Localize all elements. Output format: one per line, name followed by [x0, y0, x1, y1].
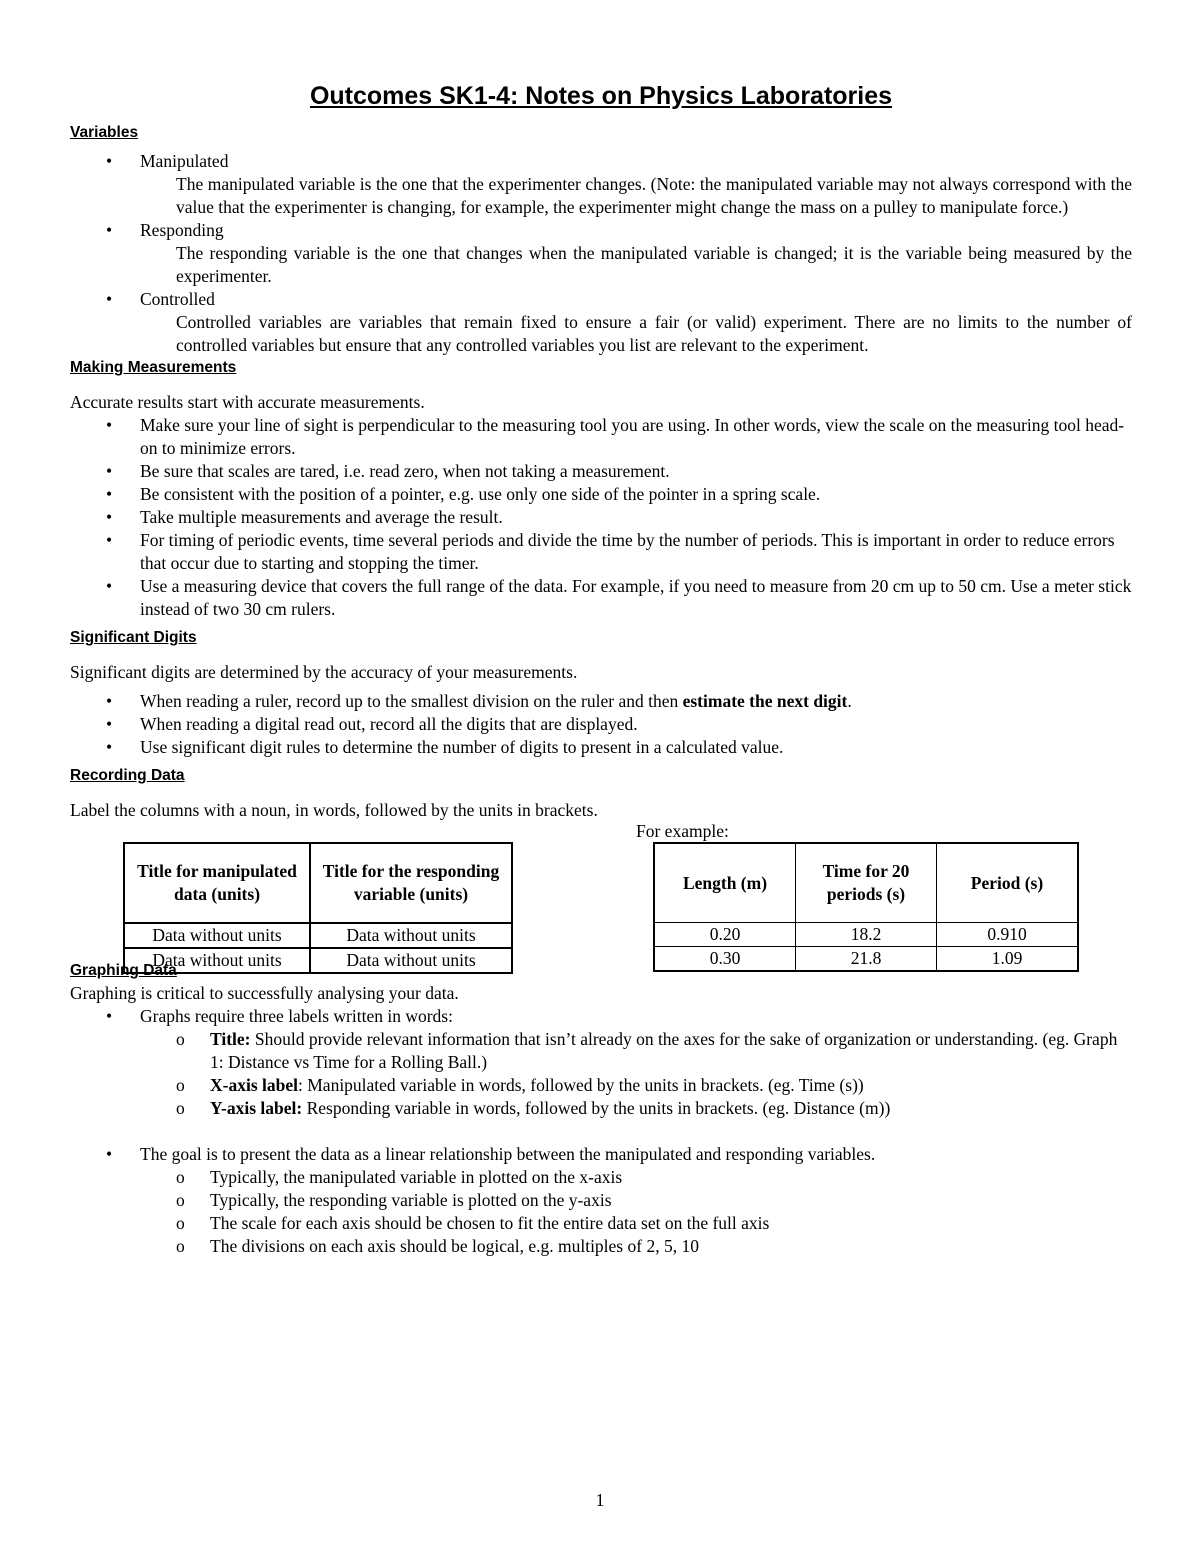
- table-cell: 18.2: [796, 923, 937, 947]
- variable-desc: The responding variable is the one that changes when the manipulated variable is changed; it is the variable being measured by the experimenter.: [176, 243, 1132, 286]
- table-header: Period (s): [937, 843, 1079, 923]
- graphing-heading: Graphing Data: [70, 962, 177, 979]
- variable-term: • Responding: [140, 220, 224, 240]
- table-row: [654, 947, 1078, 972]
- variables-list: [70, 150, 1132, 357]
- sigdigits-heading: Significant Digits: [70, 629, 197, 646]
- graphing-intro: Graphing is critical to successfully analysing your data.: [70, 983, 459, 1003]
- sigdigits-intro: Significant digits are determined by the accuracy of your measurements.: [70, 662, 578, 682]
- table-row: [124, 923, 512, 948]
- list-item: [70, 1005, 1132, 1120]
- table-cell: Data without units: [310, 948, 512, 973]
- for-example-label: For example:: [636, 821, 729, 841]
- list-item: [70, 1028, 1132, 1074]
- table-header: Time for 20 periods (s): [796, 843, 937, 923]
- table-cell: 0.20: [654, 923, 796, 947]
- list-item: [70, 1143, 1132, 1258]
- list-item: • Take multiple measurements and average the result.: [70, 506, 1132, 529]
- label-desc: : Manipulated variable in words, followed by the units in brackets. (eg. Time (s)): [298, 1075, 864, 1095]
- list-item: o Typically, the manipulated variable in plotted on the x-axis: [70, 1166, 1132, 1189]
- template-table: [123, 842, 513, 974]
- list-item: • Use a measuring device that covers the full range of the data. For example, if you need to measure from 20 cm up to 50 cm. Use a meter stick instead of two 30 cm rulers.: [70, 575, 1132, 621]
- list-item: [70, 288, 1132, 357]
- measurements-heading: Making Measurements: [70, 359, 237, 376]
- list-item: • Be consistent with the position of a pointer, e.g. use only one side of the pointer in a spring scale.: [70, 483, 1132, 506]
- page-title: Outcomes SK1-4: Notes on Physics Laboratories: [309, 82, 893, 110]
- table-header: Length (m): [654, 843, 796, 923]
- graphing-bullet2: • The goal is to present the data as a linear relationship between the manipulated and responding variables.: [140, 1144, 876, 1164]
- sigdigits-list: [70, 690, 1132, 759]
- sigdigits-item1-bold: estimate the next digit: [682, 691, 848, 711]
- table-cell: 0.30: [654, 947, 796, 972]
- table-header: Title for manipulated data (units): [124, 843, 310, 923]
- label-term: Title:: [210, 1029, 251, 1049]
- sigdigits-item1-post: .: [847, 691, 852, 711]
- label-term: Y-axis label:: [210, 1098, 303, 1118]
- graphing-list: [70, 1005, 1132, 1258]
- list-item: • Be sure that scales are tared, i.e. read zero, when not taking a measurement.: [70, 460, 1132, 483]
- measurements-intro: Accurate results start with accurate measurements.: [70, 392, 425, 412]
- graph-labels-list: [70, 1028, 1132, 1120]
- page-number: 1: [595, 1490, 605, 1510]
- recording-heading: Recording Data: [70, 767, 185, 784]
- list-item: [70, 150, 1132, 219]
- variable-desc: The manipulated variable is the one that the experimenter changes. (Note: the manipulated variable may not always correspond with the value that the experimenter is changing, for example, the experimenter might change the mass on a pulley to manipulate force.): [176, 174, 1132, 217]
- example-table: [653, 842, 1079, 972]
- table-cell: Data without units: [310, 923, 512, 948]
- list-item: [70, 219, 1132, 288]
- variable-term: • Controlled: [140, 289, 215, 309]
- label-term: X-axis label: [210, 1075, 298, 1095]
- graph-goal-list: [70, 1166, 1132, 1258]
- recording-intro: Label the columns with a noun, in words, followed by the units in brackets.: [70, 800, 598, 820]
- graphing-bullet1: • Graphs require three labels written in words:: [140, 1006, 453, 1026]
- table-cell: 1.09: [937, 947, 1079, 972]
- label-desc: Responding variable in words, followed by the units in brackets. (eg. Distance (m)): [302, 1098, 891, 1118]
- list-item: [70, 1074, 1132, 1097]
- table-row: [654, 923, 1078, 947]
- list-item: • Use significant digit rules to determine the number of digits to present in a calculated value.: [70, 736, 1132, 759]
- list-item: o The scale for each axis should be chosen to fit the entire data set on the full axis: [70, 1212, 1132, 1235]
- table-cell: Data without units: [124, 948, 310, 973]
- label-desc: Should provide relevant information that isn’t already on the axes for the sake of organization or understanding. (eg. Graph 1: Distance vs Time for a Rolling Ball.): [210, 1029, 1118, 1072]
- table-cell: 0.910: [937, 923, 1079, 947]
- table-cell: Data without units: [124, 923, 310, 948]
- measurements-list: [70, 414, 1132, 621]
- variable-desc: Controlled variables are variables that remain fixed to ensure a fair (or valid) experiment. There are no limits to the number of controlled variables but ensure that any controlled variables you list are relevant to the experiment.: [176, 312, 1132, 355]
- variables-heading: Variables: [70, 124, 139, 141]
- table-cell: 21.8: [796, 947, 937, 972]
- list-item: • When reading a digital read out, record all the digits that are displayed.: [70, 713, 1132, 736]
- example-tables: [70, 821, 1132, 970]
- list-item: • For timing of periodic events, time several periods and divide the time by the number of periods. This is important in order to reduce errors that occur due to starting and stopping the timer.: [70, 529, 1132, 575]
- sigdigits-item1-pre: When reading a ruler, record up to the smallest division on the ruler and then: [140, 691, 683, 711]
- list-item: o The divisions on each axis should be logical, e.g. multiples of 2, 5, 10: [70, 1235, 1132, 1258]
- variable-term: • Manipulated: [140, 151, 229, 171]
- list-item: o Typically, the responding variable is plotted on the y-axis: [70, 1189, 1132, 1212]
- document-page: [70, 80, 1132, 1258]
- list-item: • Make sure your line of sight is perpendicular to the measuring tool you are using. In other words, view the scale on the measuring tool head-on to minimize errors.: [70, 414, 1132, 460]
- list-item: [70, 690, 1132, 713]
- table-row: [124, 948, 512, 973]
- table-header: Title for the responding variable (units): [310, 843, 512, 923]
- list-item: [70, 1097, 1132, 1120]
